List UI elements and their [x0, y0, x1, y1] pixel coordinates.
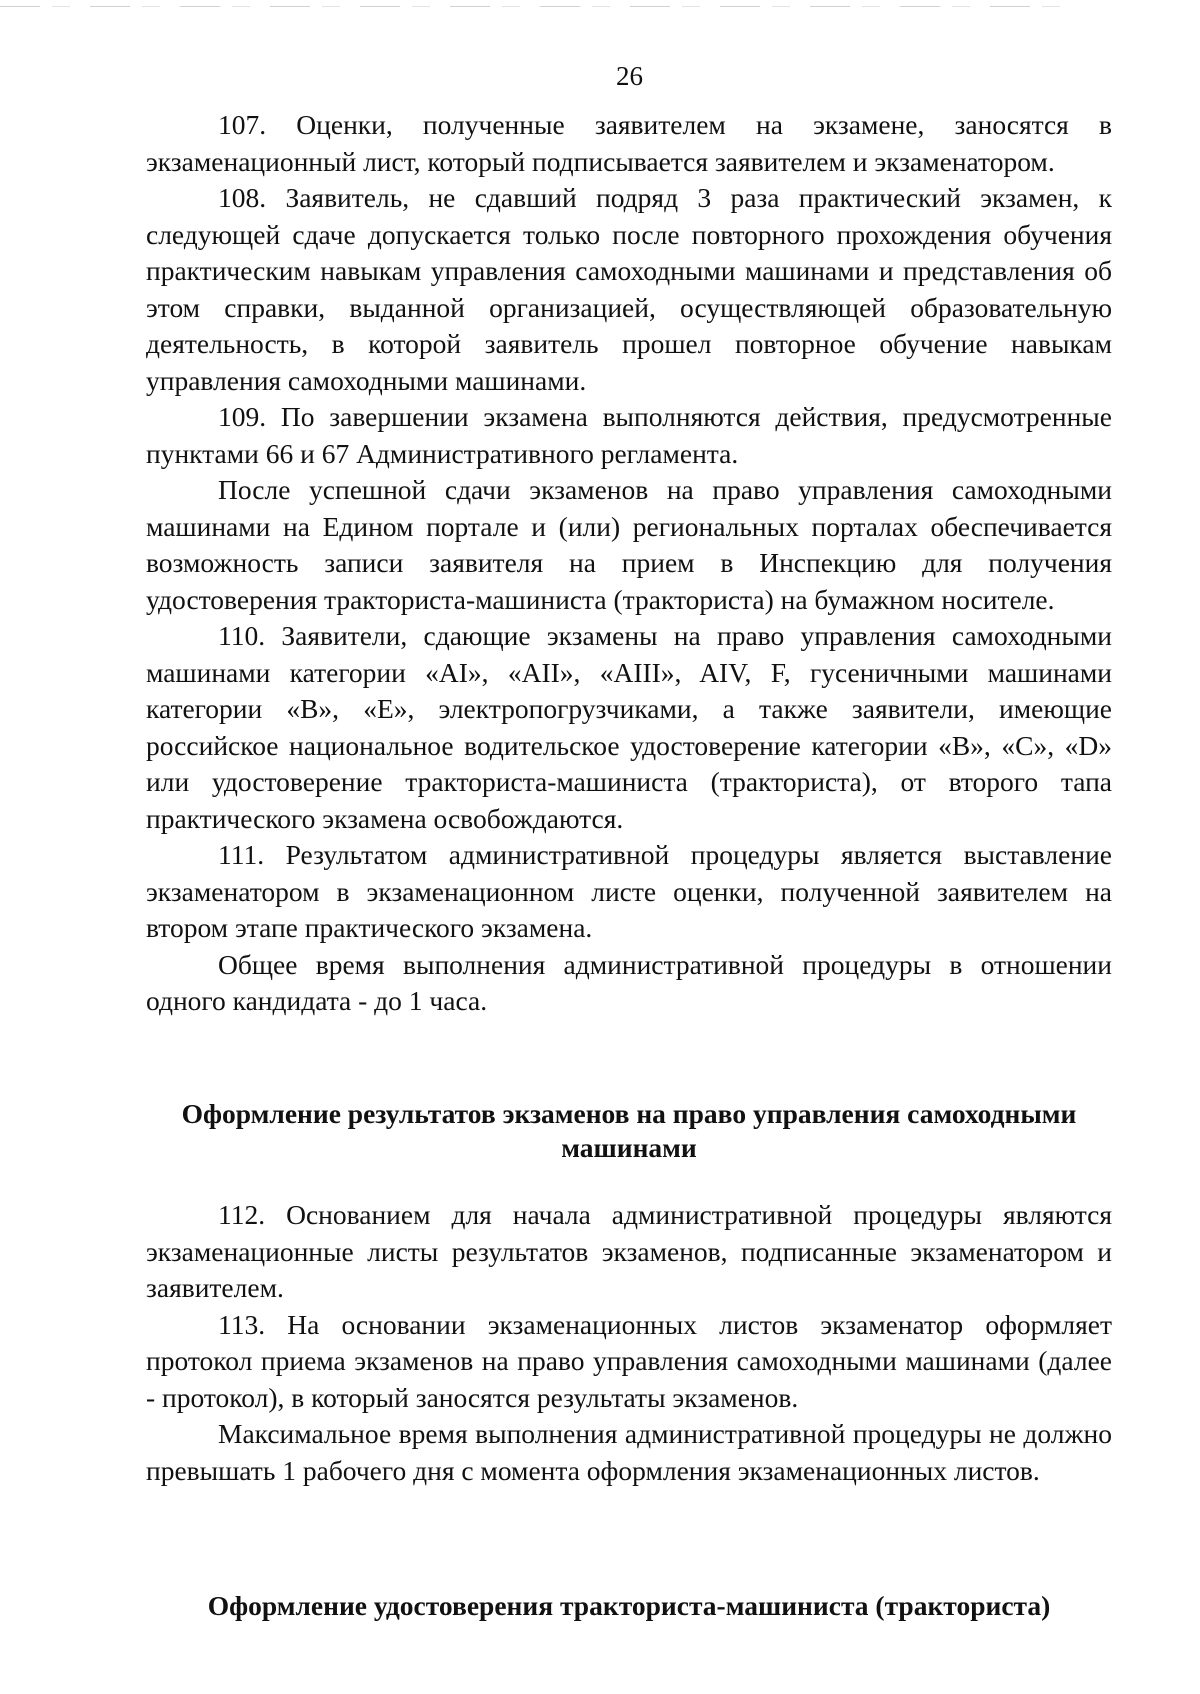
paragraph-110: 110. Заявители, сдающие экзамены на право управления самоходными машинами категории «AI», «AII», «AIII», AIV, F, гусеничными машинами категории «B», «E», электропогрузчиками, а также заявители, имеющие российское национальное водительское удостоверение категории «B», «C», «D» или удостоверение тракториста-машиниста (тракториста), от второго тапа практического экзамена освобождаются.: [146, 620, 1112, 834]
paragraph-108: 108. Заявитель, не сдавший подряд 3 раза практический экзамен, к следующей сдаче допускается только после повторного прохождения обучения практическим навыкам управления самоходными машинами и представления об этом справки, выданной организацией, осуществляющей образовательную деятельность, в которой заявитель прошел повторное обучение навыкам управления самоходными машинами.: [146, 182, 1112, 396]
paragraph-107: 107. Оценки, полученные заявителем на экзамене, заносятся в экзаменационный лист, который подписывается заявителем и экзаменатором.: [146, 109, 1112, 177]
section-heading-certificate: Оформление удостоверения тракториста-машиниста (тракториста): [207, 1590, 1051, 1621]
body-text-section-2: [146, 1197, 1112, 1489]
scan-edge-artifact: [0, 6, 1060, 7]
paragraph-113: 113. На основании экзаменационных листов экзаменатор оформляет протокол приема экзаменов на право управления самоходными машинами (далее - протокол), в который заносятся результаты экзаменов.: [146, 1308, 1112, 1413]
paragraph-total-time: Общее время выполнения административной процедуры в отношении одного кандидата - до 1 часа.: [146, 948, 1112, 1016]
paragraph-109: 109. По завершении экзамена выполняются действия, предусмотренные пунктами 66 и 67 Административного регламента.: [146, 401, 1112, 469]
paragraph-112: 112. Основанием для начала административной процедуры являются экзаменационные листы результатов экзаменов, подписанные экзаменатором и заявителем.: [146, 1199, 1112, 1303]
paragraph-111: 111. Результатом административной процедуры является выставление экзаменатором в экзаменационном листе оценки, полученной заявителем на втором этапе практического экзамена.: [146, 839, 1112, 943]
paragraph-portal-booking: После успешной сдачи экзаменов на право управления самоходными машинами на Едином портале и (или) региональных порталах обеспечивается возможность записи заявителя на прием в Инспекцию для получения удостоверения тракториста-машиниста (тракториста) на бумажном носителе.: [146, 474, 1112, 615]
body-text-section-1: [146, 107, 1112, 1020]
page-number: 26: [616, 61, 643, 91]
paragraph-max-time: Максимальное время выполнения административной процедуры не должно превышать 1 рабочего дня с момента оформления экзаменационных листов.: [146, 1418, 1112, 1486]
section-heading-exam-results: Оформление результатов экзаменов на право управления самоходными машинами: [181, 1098, 1077, 1163]
